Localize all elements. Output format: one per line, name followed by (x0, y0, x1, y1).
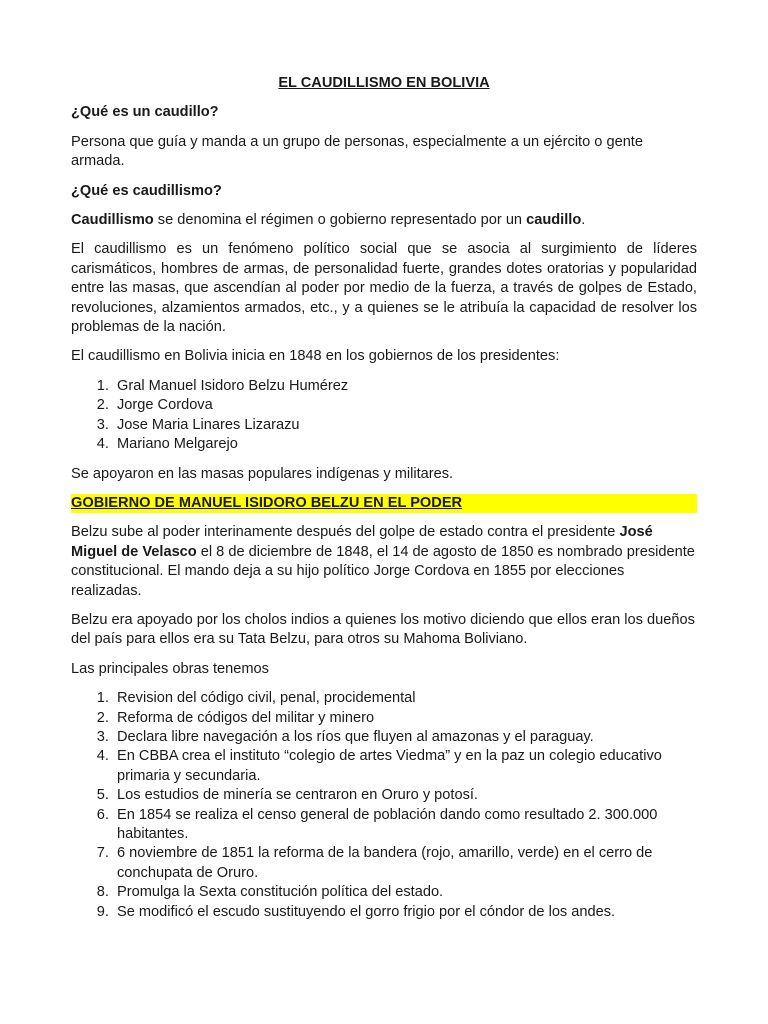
belzu-p1-start: Belzu sube al poder interinamente después del golpe de estado contra el presidente (71, 524, 620, 541)
paragraph-belzu-1 (71, 523, 697, 601)
list-item: 5. Los estudios de minería se centraron en Oruro y potosí. (113, 786, 697, 805)
list-item: 1. Gral Manuel Isidoro Belzu Humérez (113, 377, 697, 396)
question-caudillo: ¿Qué es un caudillo? (71, 104, 219, 121)
definition-end: . (581, 212, 586, 229)
list-item: 4. Mariano Melgarejo (113, 435, 697, 454)
document-page (71, 74, 697, 922)
belzu-p1-end: el 8 de diciembre de 1848, el 14 de agosto de 1850 es nombrado presidente constitucional. El mando deja a su hijo político Jorge Cordova en 1855 por elecciones realizadas. (71, 543, 695, 599)
list-item: 1. Revision del código civil, penal, procidemental (113, 689, 697, 708)
term-caudillo: caudillo (526, 212, 582, 229)
list-item: 8. Promulga la Sexta constitución política del estado. (113, 883, 697, 902)
list-item: 4. En CBBA crea el instituto “colegio de artes Viedma” y en la paz un colegio educativo primaria y secundaria. (113, 747, 697, 786)
paragraph-inicio: El caudillismo en Bolivia inicia en 1848 en los gobiernos de los presidentes: (71, 348, 560, 365)
name-velasco: José Miguel de Velasco (71, 524, 653, 560)
paragraph-belzu-2: Belzu era apoyado por los cholos indios a quienes los motivo diciendo que ellos eran los dueños del país para ellos era su Tata Belzu, para otros su Mahoma Boliviano. (71, 611, 695, 648)
list-item: 2. Jorge Cordova (113, 396, 697, 415)
paragraph-apoyo: Se apoyaron en las masas populares indígenas y militares. (71, 465, 454, 482)
list-item: 6. En 1854 se realiza el censo general de población dando como resultado 2. 300.000 habitantes. (113, 806, 697, 845)
presidents-list (71, 377, 697, 455)
definition-caudillismo (71, 211, 697, 230)
list-item: 7. 6 noviembre de 1851 la reforma de la bandera (rojo, amarillo, verde) en el cerro de conchupata de Oruro. (113, 844, 697, 883)
question-caudillismo: ¿Qué es caudillismo? (71, 182, 222, 199)
list-item: 3. Jose Maria Linares Lizarazu (113, 416, 697, 435)
definition-text: se denomina el régimen o gobierno representado por un (153, 212, 527, 229)
list-item: 3. Declara libre navegación a los ríos que fluyen al amazonas y el paraguay. (113, 728, 697, 747)
list-item: 2. Reforma de códigos del militar y minero (113, 709, 697, 728)
paragraph-obras-intro: Las principales obras tenemos (71, 660, 269, 677)
term-caudillismo: Caudillismo (71, 212, 154, 229)
answer-caudillo: Persona que guía y manda a un grupo de personas, especialmente a un ejército o gente armada. (71, 133, 643, 170)
paragraph-fenomeno: El caudillismo es un fenómeno político social que se asocia al surgimiento de líderes carismáticos, hombres de armas, de personalidad fuerte, grandes dotes oratorias y popularidad entre las masas, que ascendían al poder por medio de la fuerza, a través de golpes de Estado, revoluciones, alzamientos armados, etc., y a quienes se le atribuía la capacidad de resolver los problemas de la nación. (71, 241, 697, 336)
document-title: EL CAUDILLISMO EN BOLIVIA (278, 75, 490, 91)
list-item: 9. Se modificó el escudo sustituyendo el gorro frigio por el cóndor de los andes. (113, 903, 697, 922)
section-heading-belzu: GOBIERNO DE MANUEL ISIDORO BELZU EN EL PODER (71, 494, 697, 513)
obras-list (71, 689, 697, 922)
